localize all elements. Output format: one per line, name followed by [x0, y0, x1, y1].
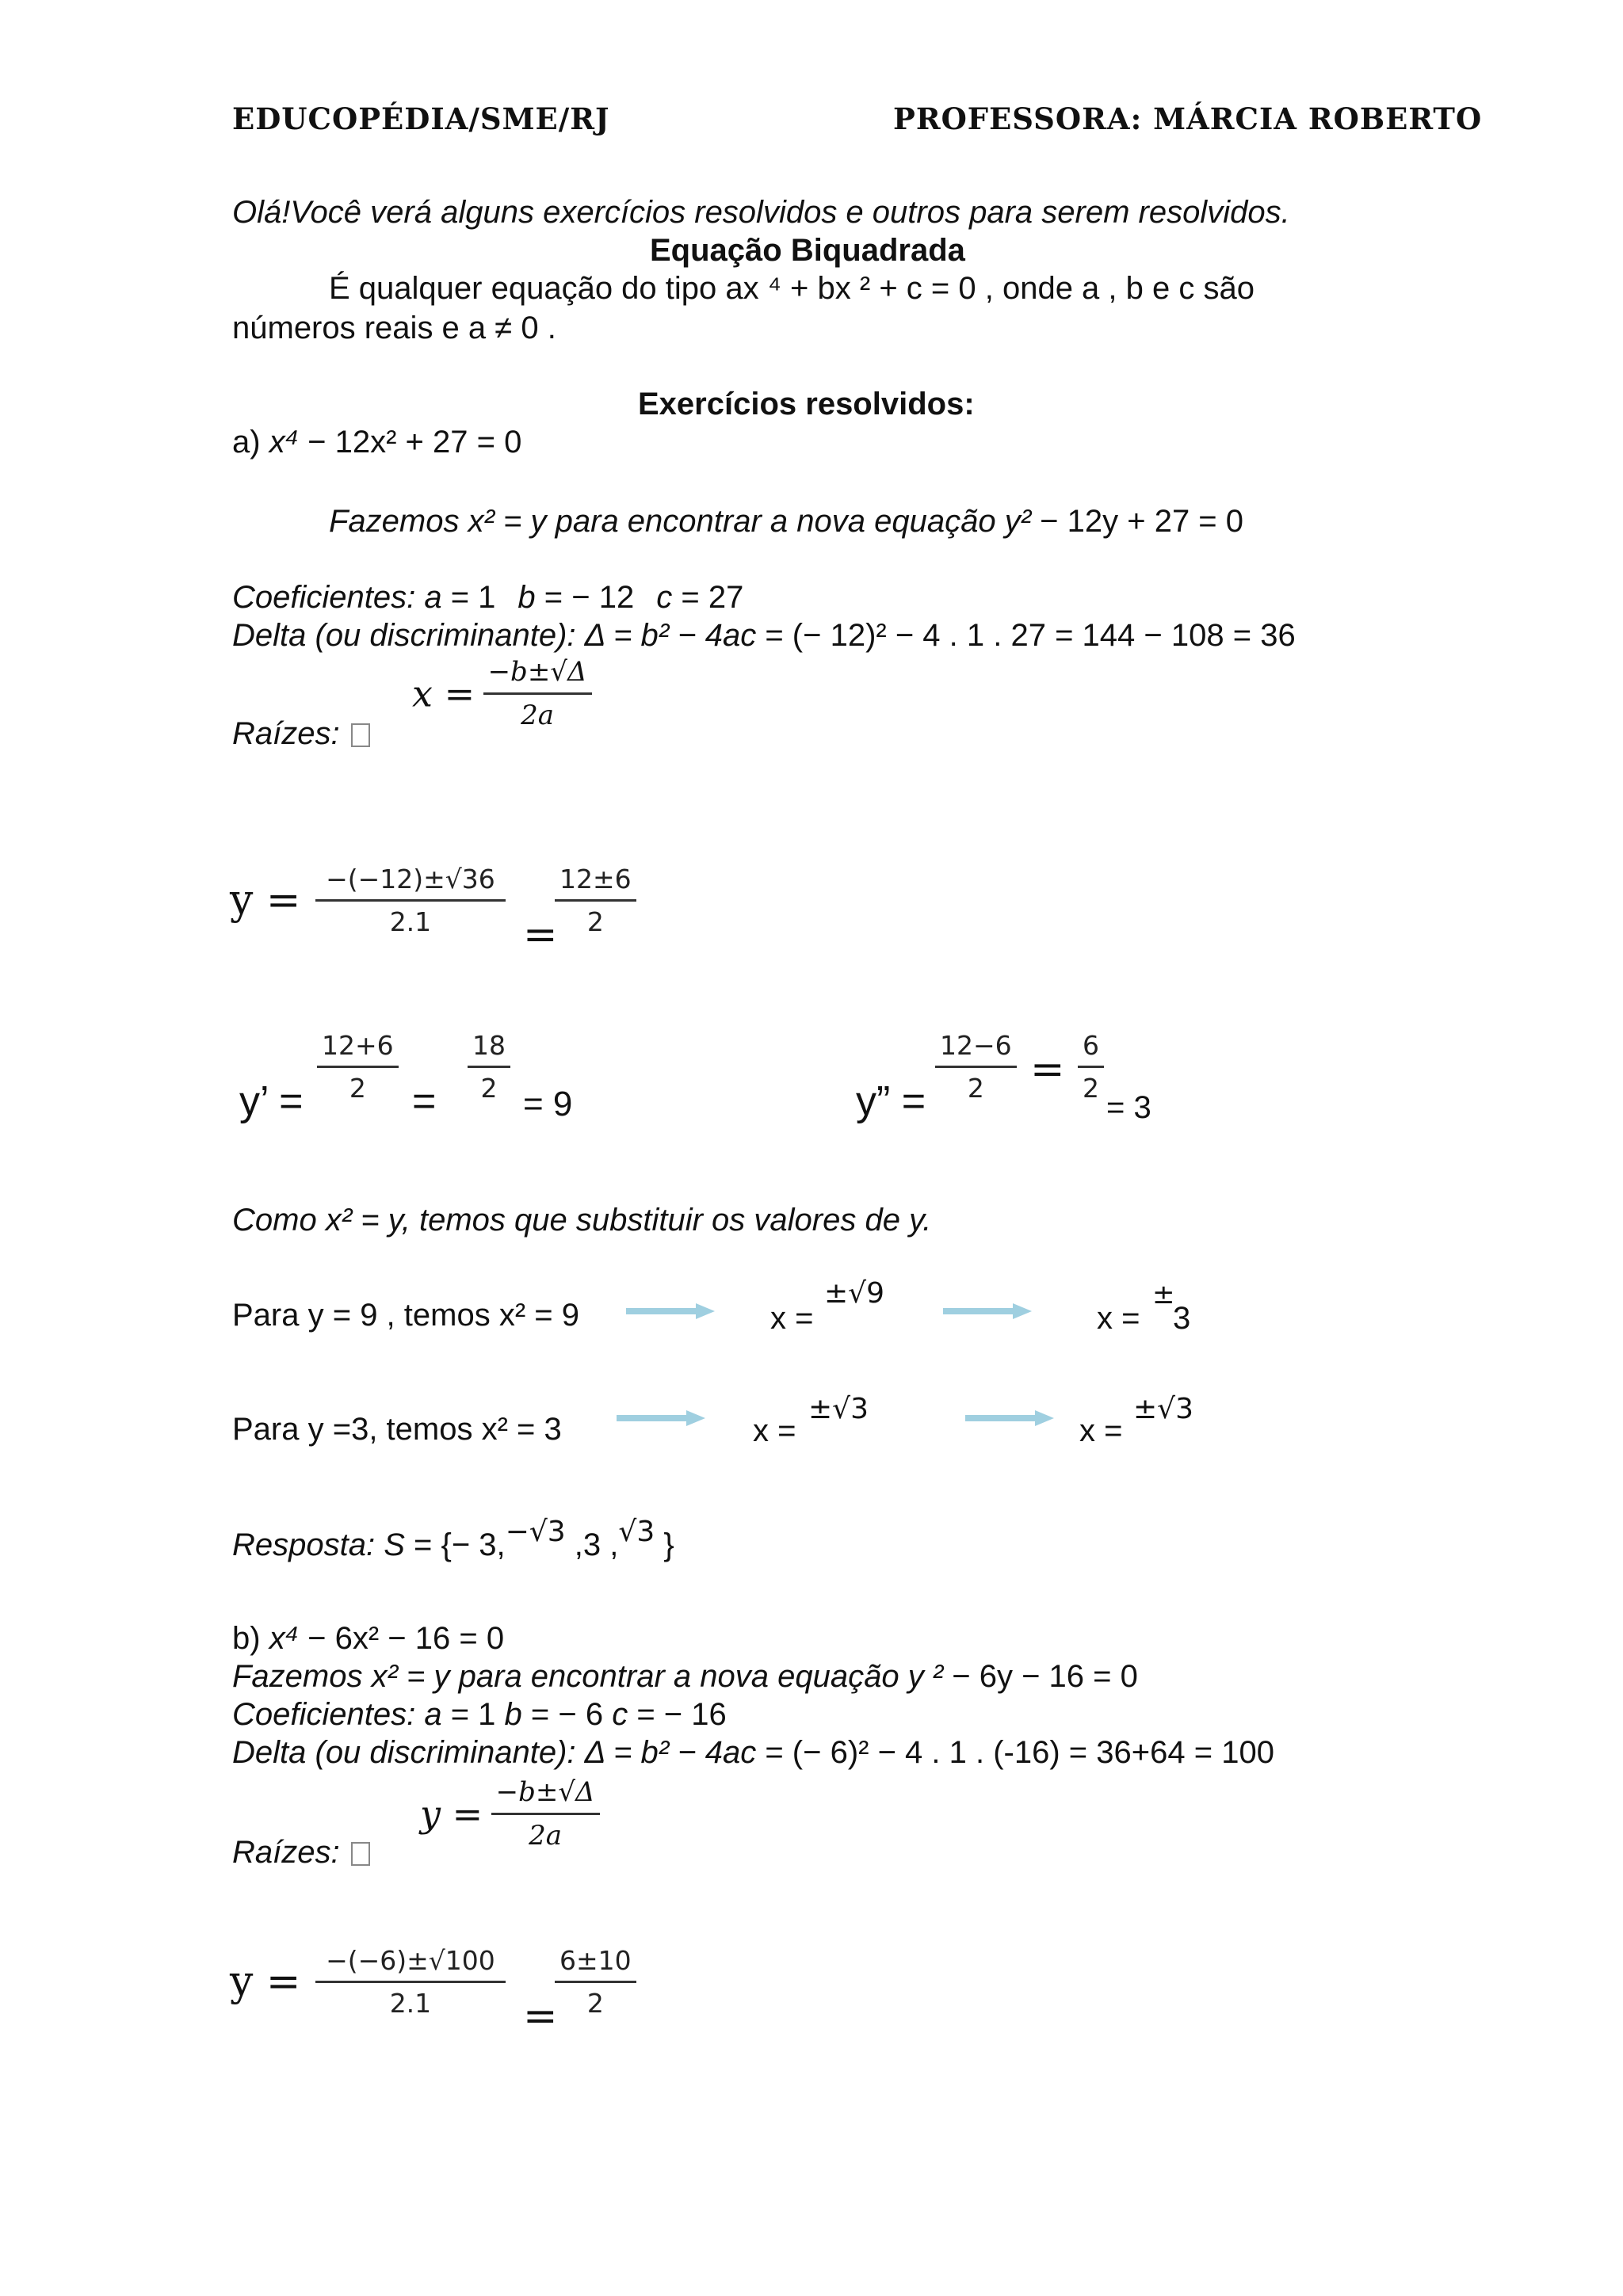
substitute-text: Como x² = y, temos que substituir os valores de y. [232, 1203, 932, 1238]
coef-c-b: = − 16 [628, 1697, 727, 1732]
formula-lhs-b: y = [420, 1792, 483, 1836]
coef-a-b: = 1 [450, 1697, 505, 1732]
y-denominator-1: 2.1 [389, 906, 432, 937]
y2-lhs: y” = [856, 1078, 926, 1124]
y2-denominator-2: 2 [1083, 1073, 1099, 1104]
coef-c-label: c [656, 580, 673, 615]
case-2-x2: x = [1079, 1413, 1123, 1448]
y2-fraction-1-wrap [935, 1030, 1017, 1104]
delta-label-b: Delta (ou discriminante): Δ = b² − 4ac [232, 1735, 757, 1770]
exercise-a-roots-label [232, 715, 370, 753]
coef-b: = − 12 [535, 580, 635, 615]
substitution-italic: Fazemos x² = y para encontrar a nova equação y² [329, 504, 1041, 539]
y-numerator-1: −(−12)±√36 [315, 864, 506, 902]
answer-a [232, 1516, 674, 1566]
coef-b-label: b [517, 580, 536, 615]
y-numerator-1-b: −(−6)±√100 [315, 1945, 506, 1983]
exercise-b-x4: x⁴ [269, 1621, 300, 1656]
y1-fraction-2 [468, 1030, 510, 1104]
y-fraction-1-b [315, 1945, 506, 2019]
formula-fraction-b [491, 1776, 600, 1852]
coef-b-b: = − 6 [521, 1697, 613, 1732]
y-fraction-2-wrap [555, 864, 636, 937]
answer-part-2: ,3 , [565, 1527, 619, 1562]
y-equals-a: = [523, 911, 558, 959]
case-2-value-2: ±√3 [1133, 1393, 1194, 1425]
y-equals-b: = [523, 1993, 558, 2040]
exercise-a-substitution [329, 502, 1243, 540]
exercise-b-substitution [232, 1657, 1138, 1695]
solved-heading: Exercícios resolvidos: [638, 387, 975, 421]
formula-numerator: −b±√Δ [483, 656, 592, 695]
exercise-a-coefficients [232, 578, 743, 616]
y1-result: = 9 [523, 1085, 573, 1123]
header-left: EDUCOPÉDIA/SME/RJ [232, 101, 610, 136]
exercise-a-rest: − 12x² + 27 = 0 [299, 425, 522, 460]
y-computation-a [230, 864, 506, 937]
case-1-text: Para y = 9 , temos x² = 9 [232, 1298, 579, 1333]
formula-denominator-b: 2a [529, 1820, 563, 1852]
delta-rest: = (− 12)² − 4 . 1 . 27 = 144 − 108 = 36 [756, 618, 1296, 653]
formula-fraction [483, 656, 592, 731]
roots-label-text: Raízes: [232, 716, 340, 751]
roots-label-text-b: Raízes: [232, 1835, 340, 1870]
exercise-b-roots-label [232, 1833, 370, 1871]
case-1-value-2: 3 [1173, 1301, 1191, 1336]
y2-fraction-1 [935, 1030, 1017, 1104]
case-1-x1: x = [770, 1301, 814, 1336]
answer-label: Resposta: S [232, 1527, 405, 1562]
quadratic-formula-b [420, 1776, 600, 1852]
delta-label: Delta (ou discriminante): Δ = b² − 4ac [232, 618, 757, 653]
case-2-text: Para y =3, temos x² = 3 [232, 1412, 562, 1447]
case-1-plus-minus: ± [1152, 1279, 1175, 1310]
y2-denominator-1: 2 [967, 1073, 984, 1104]
coef-b-label-b: b [504, 1697, 522, 1732]
y2-fraction-2 [1078, 1030, 1104, 1104]
y1-denominator-2: 2 [480, 1073, 498, 1104]
exercise-a-label: a) [232, 425, 269, 460]
arrow-right-icon [943, 1303, 1032, 1319]
substitution-rest: − 12y + 27 = 0 [1040, 504, 1244, 539]
case-2-value-1: ±√3 [808, 1393, 869, 1425]
exercise-b-label: b) [232, 1621, 269, 1656]
coef-a: = 1 [450, 580, 496, 615]
coef-c: = 27 [672, 580, 744, 615]
y-denominator-2: 2 [586, 906, 604, 937]
y-fraction-2 [555, 864, 636, 937]
y2-result: = 3 [1106, 1090, 1151, 1125]
arrow-right-icon [626, 1303, 715, 1319]
y-lhs-b: y = [230, 1958, 301, 2006]
coef-label: Coeficientes: a [232, 580, 451, 615]
y1-fraction-2-wrap [468, 1030, 510, 1104]
delta-rest-b: = (− 6)² − 4 . 1 . (-16) = 36+64 = 100 [756, 1735, 1274, 1770]
y1-lhs: y’ = [239, 1078, 304, 1124]
exercise-a-delta [232, 616, 1296, 654]
answer-part-3: } [655, 1527, 674, 1562]
formula-lhs: x = [412, 672, 475, 715]
arrow-right-icon [965, 1410, 1054, 1426]
y1-numerator-2: 18 [468, 1030, 510, 1068]
header-right: PROFESSORA: MÁRCIA ROBERTO [893, 101, 1483, 136]
y1-fraction-1 [317, 1030, 399, 1104]
exercise-b-equation [232, 1619, 504, 1657]
case-2-x1: x = [753, 1413, 796, 1448]
answer-sqrt-positive: √3 [618, 1516, 655, 1548]
substitution-italic-b: Fazemos x² = y para encontrar a nova equação y ² [232, 1659, 953, 1694]
y1-equals: = [412, 1078, 437, 1124]
y2-numerator-2: 6 [1078, 1030, 1104, 1068]
case-1-x2: x = [1097, 1301, 1140, 1336]
coef-label-b: Coeficientes: a [232, 1697, 451, 1732]
y-fraction-2-b [555, 1945, 636, 2019]
y1-numerator-1: 12+6 [317, 1030, 399, 1068]
case-1-value-1: ±√9 [824, 1277, 885, 1310]
exercise-b-coefficients [232, 1695, 727, 1733]
definition-line-1: É qualquer equação do tipo ax ⁴ + bx ² + c = 0 , onde a , b e c são [329, 271, 1254, 306]
quadratic-formula-a [412, 656, 592, 731]
y1-fraction-1-wrap [317, 1030, 399, 1104]
y-denominator-1-b: 2.1 [389, 1988, 432, 2019]
exercise-b-rest: − 6x² − 16 = 0 [299, 1621, 505, 1656]
exercise-a-x4: x⁴ [269, 425, 300, 460]
y1-denominator-1: 2 [349, 1073, 366, 1104]
page-title: Equação Biquadrada [650, 233, 965, 268]
y-computation-b [230, 1945, 506, 2019]
definition-line-2: números reais e a ≠ 0 . [232, 311, 556, 345]
missing-glyph-box [351, 1842, 370, 1866]
arrow-right-icon [617, 1410, 705, 1426]
intro-text: Olá!Você verá alguns exercícios resolvidos e outros para serem resolvidos. [232, 195, 1290, 230]
y-fraction-1 [315, 864, 506, 937]
y2-numerator-1: 12−6 [935, 1030, 1017, 1068]
y-denominator-2-b: 2 [586, 1988, 604, 2019]
y-fraction-2-b-wrap [555, 1945, 636, 2019]
answer-sqrt-negative: −√3 [505, 1516, 566, 1548]
answer-part-1: = {− 3, [404, 1527, 506, 1562]
y-lhs: y = [230, 876, 301, 925]
exercise-a-equation [232, 423, 521, 461]
y-numerator-2-b: 6±10 [555, 1945, 636, 1983]
missing-glyph-box [351, 723, 370, 747]
y-numerator-2: 12±6 [555, 864, 636, 902]
y2-fraction-2-wrap [1078, 1030, 1104, 1104]
y2-equals: = [1030, 1046, 1065, 1093]
formula-denominator: 2a [521, 700, 554, 731]
substitution-rest-b: − 6y − 16 = 0 [952, 1659, 1138, 1694]
formula-numerator-b: −b±√Δ [491, 1776, 600, 1815]
exercise-b-delta [232, 1733, 1274, 1772]
coef-c-label-b: c [612, 1697, 628, 1732]
